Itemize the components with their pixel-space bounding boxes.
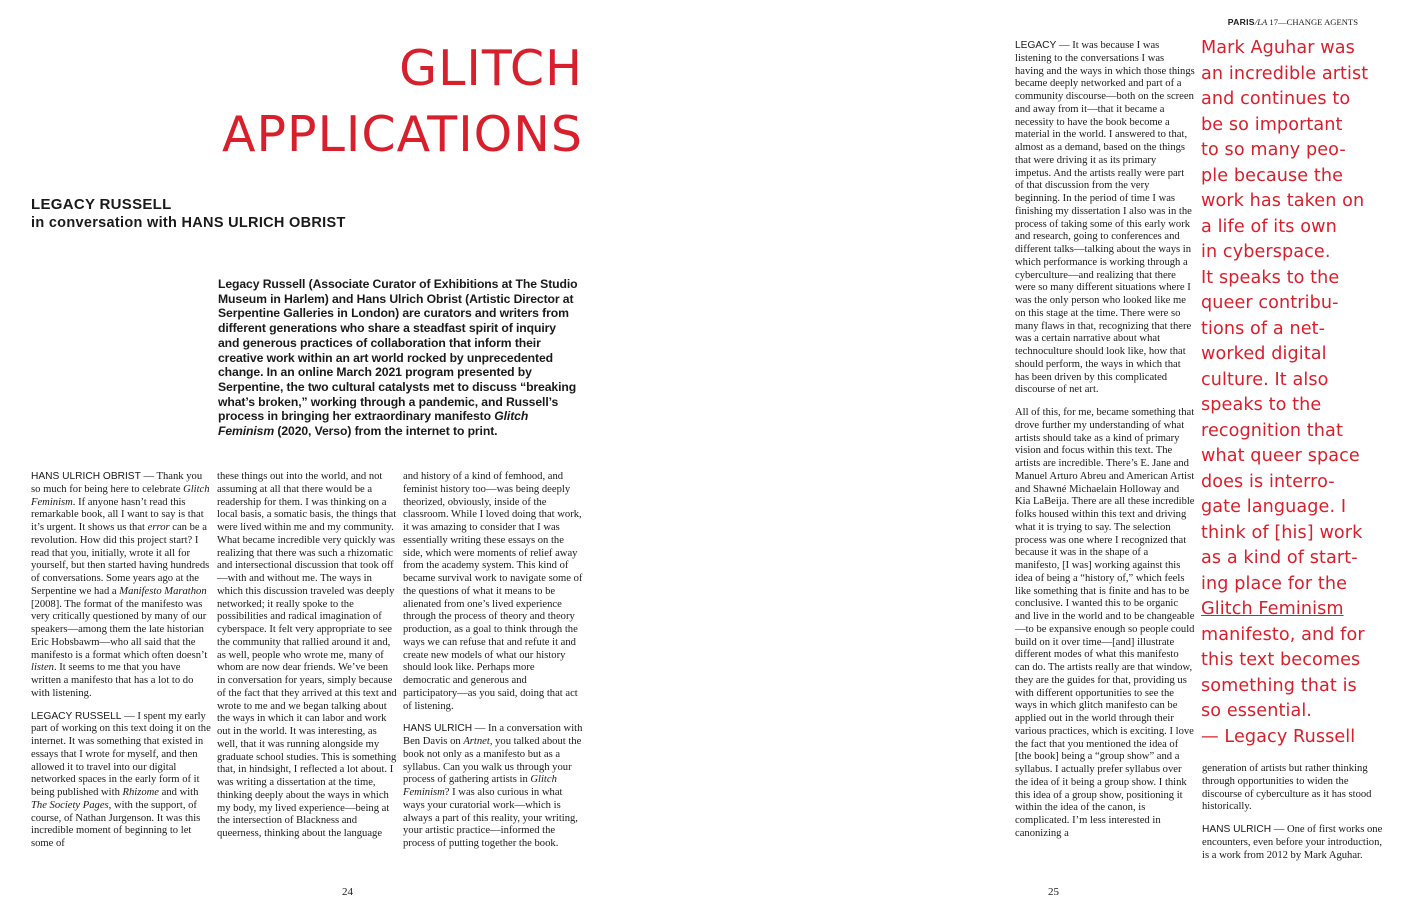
byline-interviewer: HANS ULRICH OBRIST [181,215,346,231]
intro-paragraph: Legacy Russell (Associate Curator of Exhibitions at The Studio Museum in Harlem) and Hans Ulrich Obrist (Artistic Director at Serpentine Galleries in London) are curators and writers from different generations who share a steadfast spirit of inquiry and generous practices of collaboration that inform their creative work within an art world rocked by unprecedented change. In an online March 2021 program presented by Serpentine, the two cultural catalysts met to discuss “breaking what’s broken,” working through a pandemic, and Russell’s process in bringing her extraordinary manifesto Glitch Feminism (2020, Verso) from the internet to print. [218,277,578,439]
pull-quote: Mark Aguhar was an incredible artist and continues to be so important to so many peo- ple because the work has taken on a life of its own in cyberspace. It speaks to the queer contribu- tions of a net- worked digital culture. It also speaks to the recognition that what queer space does is interro- gate language. I think of [his] work as a kind of start- ing place for the Glitch Feminism manifesto, and for this text becomes something that is so essential. — Legacy Russell [1201,36,1391,750]
article-title [205,36,583,168]
speaker-label: HANS ULRICH [1202,824,1272,835]
body-column-3 [403,471,583,861]
paragraph: HANS ULRICH — One of first works one encounters, even before your introduction, is a work from 2012 by Mark Aguhar. [1202,824,1383,861]
body-column-5 [1202,763,1384,872]
page-number: 25 [1048,886,1059,898]
byline-prefix: in conversation with [31,215,182,231]
speaker-label: LEGACY RUSSELL [31,710,122,722]
paragraph: LEGACY — It was because I was listening to the conversations I was having and the ways in which those things became deeply networked and part of a community discourse—both on the screen and away from it—that it became a necessity to have the book become a material in the world. I answered to that, almost as a demand, based on the things that were driving it as its primary impetus. And the artists really were part of that discussion from the very beginning. In the period of time I was finishing my dissertation I also was in the process of taking some of this early work and research, going to conferences and different talks—talking about the ways in which performance is working through a cyberculture—and realizing that there were so many different situations where I was the only person who looked like me on this stage at the time. There were so many flaws in that, recognizing that there was a certain narrative about what technoculture should look like, how that should perform, the ways in which that has been driven by this complicated discourse of net art. [1015,40,1195,396]
issue-letter: LA [1257,17,1268,27]
speaker-label: LEGACY [1015,40,1057,51]
paragraph: LEGACY RUSSELL — I spent my early part of working on this text doing it on the internet. It was something that existed in essays that I wrote for myself, and then allowed it to travel into our digital networked spaces in the early form of it being published with Rhizome and with The Society Pages, with the support, of course, of Nathan Jurgenson. It was this incredible moment of beginning to let some of [31,710,211,849]
paragraph: HANS ULRICH OBRIST — Thank you so much for being here to celebrate Glitch Feminism. If anyone hasn’t read this remarkable book, all I want to say is that it’s urgent. It shows us that error can be a revolution. How did this project start? I read that you, initially, wrote it all for yourself, but then started having hundreds of conversations. Some years ago at the Serpentine we had a Manifesto Marathon [2008]. The format of the manifesto was very critically questioned by many of our speakers—among them the late historian Eric Hobsbawm—who all said that the manifesto is a format which often doesn’t listen. It seems to me that you have written a manifesto that has a lot to do with listening. [31,471,210,699]
issue-number: 17 [1267,17,1279,27]
paragraph: these things out into the world, and not assuming at all that there would be a readership for them. I was thinking on a local basis, a somatic basis, the things that were lived within me and my community. What became incredible very quickly was realizing that there was such a rhizomatic and intersectional discussion that took off—with and without me. The ways in which this discussion traveled was deeply networked; it really spoke to the possibilities and radical imagination of cyberspace. It felt very appropriate to see the community that rallied around it and, as well, people who wrote me, many of whom are now dear friends. We’ve been in conversation for years, simply because of the fact that they arrived at this text and wrote to me and we began talking about the ways in which it can labor and work out in the world. It was interesting, as well, that it was running alongside my graduate school studies. This is something that, in hindsight, I reflected a lot about. I was writing a dissertation at the time, thinking deeply about the ways in which my body, my lived experience—being at the intersection of Blackness and queerness, thinking about the language [217,471,397,839]
title-line-1: GLITCH [399,40,583,97]
paragraph: HANS ULRICH — In a conversation with Ben Davis on Artnet, you talked about the book not only as a manifesto but as a syllabus. Can you walk us through your process of gathering artists in Glitch Feminism? I was also curious in what ways your curatorial work—which is always a part of this reality, your writing, your artistic practice—informed the process of putting together the book. [403,723,583,849]
title-line-2: APPLICATIONS [221,106,583,163]
page-number: 24 [342,886,353,898]
running-head: PARIS/LA 17—CHANGE AGENTS [1227,17,1358,27]
paragraph: All of this, for me, became something that drove further my understanding of what artists should take as a kind of primary vision and focus within this text. The artists are incredible. There’s E. Jane and Manuel Arturo Abreu and American Artist and Shawné Michaelain Holloway and Kia LaBeija. There are all these incredible folks housed within this text and driving what it is trying to say. The selection process was one where I recognized that because it was in the shape of a manifesto, [I was] working against this idea of being a “history of,” which feels like something that is finite and has to be conclusive. I wanted this to be organic and live in the world and to be changeable—to be expansive enough so people could build on it over time—[and] illustrate different modes of what this manifesto can do. The artists really are that window, they are the guides for that, providing us with different opportunities to see the ways in which glitch manifesto can be applied out in the world through their various practices, which is exciting. I love the fact that you mentioned the idea of [the book] being a “group show” and a syllabus. I actually prefer syllabus over the idea of it being a group show. I think this idea of a group show, positioning it within the idea of the canon, is complicated. I’m less interested in canonizing a [1015,407,1195,839]
paragraph: generation of artists but rather thinking through opportunities to widen the discourse of cyberculture as it has stood historically. [1202,763,1372,813]
section-name: —CHANGE AGENTS [1278,17,1358,27]
body-column-1 [31,471,211,861]
magazine-name: PARIS [1227,17,1255,27]
paragraph: and history of a kind of femhood, and feminist history too—was being deeply theorized, obviously, inside of the classroom. While I loved doing that work, it was amazing to consider that I was essentially writing these essays on the side, which were moments of relief away from the academy system. This kind of became survival work to navigate some of the questions of what it means to be alienated from one’s lived experience through the process of theory and theory production, as a goal to think through the ways we can refuse that and refute it and create new models of what our history should look like. Perhaps more democratic and generous and participatory—as you said, doing that act of listening. [403,471,583,712]
right-page [705,0,1410,912]
byline-line-2 [31,214,431,233]
speaker-label: HANS ULRICH [403,723,473,735]
book-title-underlined: Glitch Feminism [1201,599,1344,619]
speaker-label: HANS ULRICH OBRIST [31,471,141,482]
body-column-4 [1015,40,1195,851]
body-column-2 [217,471,397,851]
byline-name: LEGACY RUSSELL [31,196,172,213]
byline [31,195,431,233]
pull-quote-attribution: — Legacy Russell [1201,726,1356,747]
